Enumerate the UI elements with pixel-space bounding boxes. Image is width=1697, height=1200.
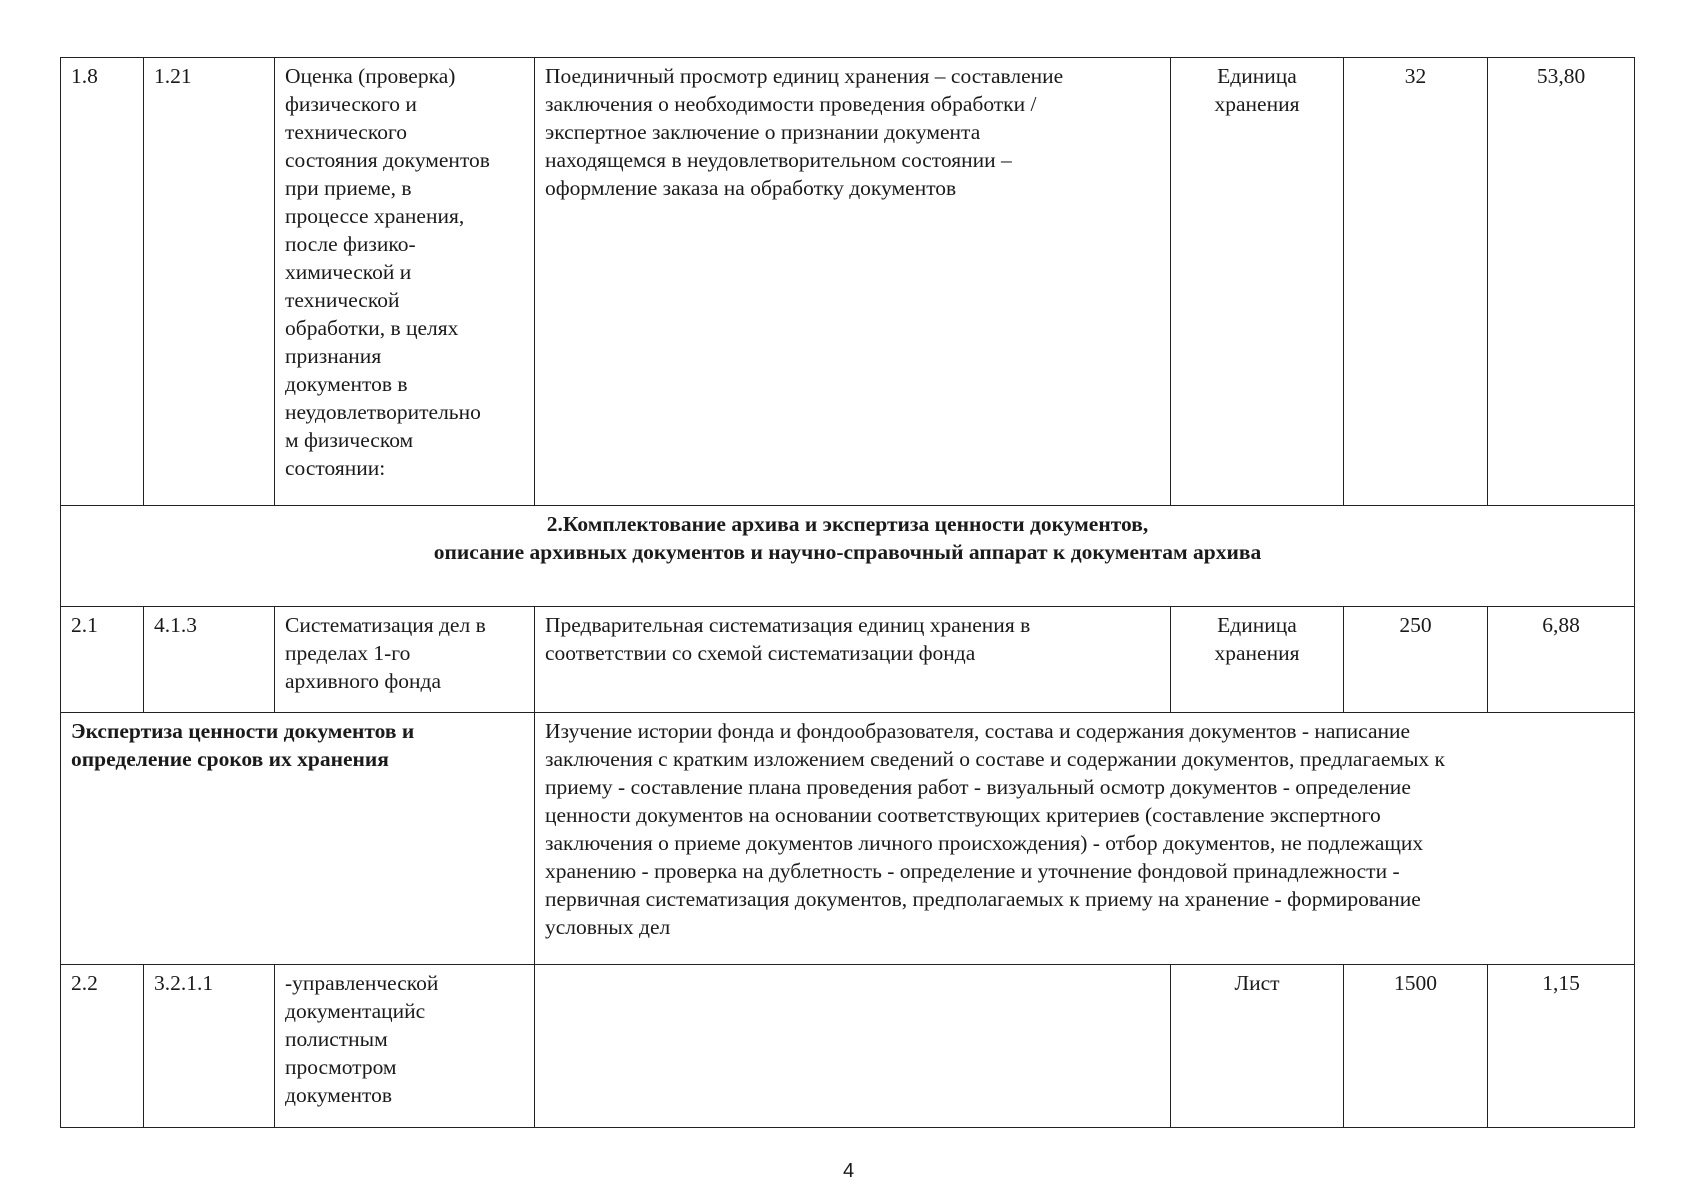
row-unit: Единица хранения (1171, 58, 1344, 506)
expertise-title: Экспертиза ценности документов и определение сроков их хранения (61, 713, 535, 965)
row-description (535, 965, 1171, 1128)
services-table (60, 57, 1635, 1128)
row-quantity: 1500 (1344, 965, 1488, 1128)
expertise-row (61, 713, 1635, 965)
row-name: Оценка (проверка) физического и технического состояния документов при приеме, в процессе хранения, после физико- химической и технической обработки, в целях признания документов в неудовлетворительно м физическом состоянии: (275, 58, 535, 506)
row-quantity: 32 (1344, 58, 1488, 506)
row-price: 1,15 (1488, 965, 1635, 1128)
row-name: Систематизация дел в пределах 1-го архивного фонда (275, 607, 535, 713)
section-heading (61, 506, 1635, 607)
expertise-description: Изучение истории фонда и фондообразователя, состава и содержания документов - написание заключения с кратким изложением сведений о составе и содержании документов, предлагаемых к приему - составление плана проведения работ - визуальный осмотр документов - определение ценности документов на основании соответствующих критериев (составление экспертного заключения о приеме документов личного происхождения) - отбор документов, не подлежащих хранению - проверка на дублетность - определение и уточнение фондовой принадлежности - первичная систематизация документов, предполагаемых к приему на хранение - формирование условных дел (535, 713, 1635, 965)
row-code: 3.2.1.1 (144, 965, 275, 1128)
row-description: Поединичный просмотр единиц хранения – составление заключения о необходимости проведения обработки / экспертное заключение о признании документа находящемся в неудовлетворительном состоянии – оформление заказа на обработку документов (535, 58, 1171, 506)
row-price: 53,80 (1488, 58, 1635, 506)
row-name: -управленческой документацийс полистным просмотром документов (275, 965, 535, 1128)
row-price: 6,88 (1488, 607, 1635, 713)
section-heading-line-1: 2.Комплектование архива и экспертиза ценности документов, (546, 512, 1149, 536)
row-number: 1.8 (61, 58, 144, 506)
table-row (61, 965, 1635, 1128)
row-unit: Единица хранения (1171, 607, 1344, 713)
table-row (61, 58, 1635, 506)
row-unit: Лист (1171, 965, 1344, 1128)
section-header-row (61, 506, 1635, 607)
page-number: 4 (842, 1160, 855, 1182)
row-number: 2.2 (61, 965, 144, 1128)
row-code: 1.21 (144, 58, 275, 506)
row-number: 2.1 (61, 607, 144, 713)
row-code: 4.1.3 (144, 607, 275, 713)
row-description: Предварительная систематизация единиц хранения в соответствии со схемой систематизации фонда (535, 607, 1171, 713)
row-quantity: 250 (1344, 607, 1488, 713)
section-heading-line-2: описание архивных документов и научно-справочный аппарат к документам архива (433, 540, 1262, 564)
table-row (61, 607, 1635, 713)
